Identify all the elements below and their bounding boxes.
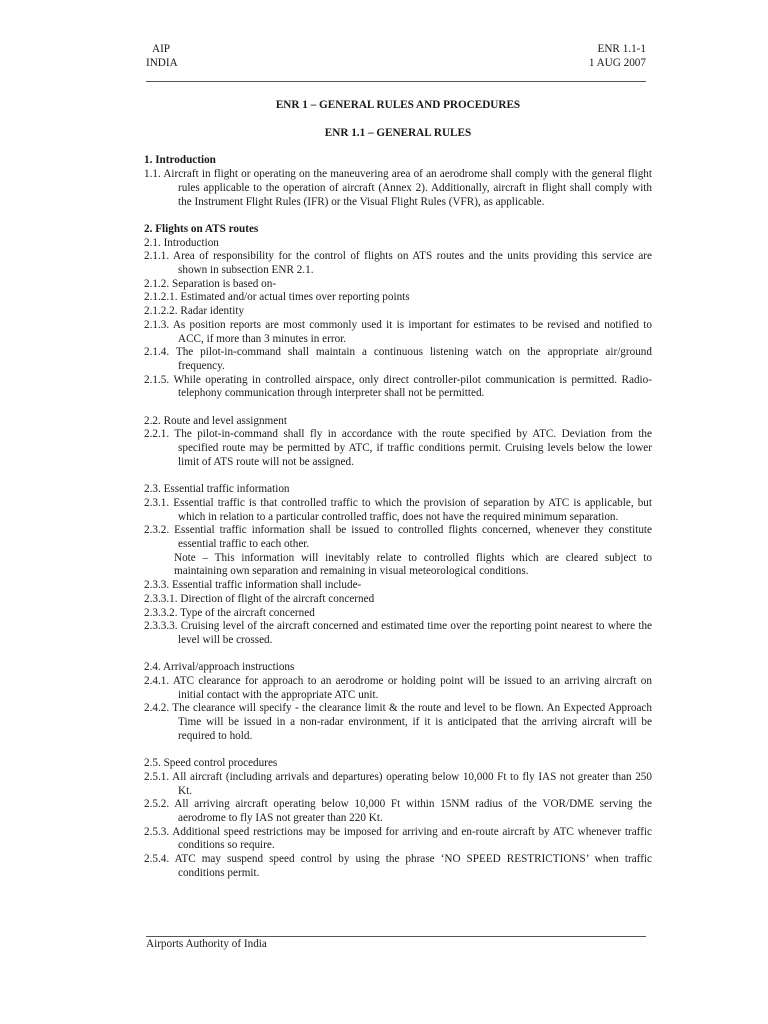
- paragraph-2-2: 2.2. Route and level assignment: [144, 414, 287, 427]
- header-right: [589, 43, 646, 70]
- paragraph-2-2-1: 2.2.1. The pilot-in-command shall fly in accordance with the route specified by ATC. Deviation from the specified route may be permitted by ATC, if traffic conditions permit. Cruising levels below the lower limit of ATS route will not be assigned.: [144, 428, 652, 468]
- paragraph-2-3-3-1: 2.3.3.1. Direction of flight of the aircraft concerned: [144, 592, 375, 605]
- paragraph-2-3-1: 2.3.1. Essential traffic is that controlled traffic to which the provision of separation by ATC is applicable, but which in relation to a particular controlled traffic, does not have the required minimum separation.: [144, 496, 652, 523]
- paragraph-2-1-1: 2.1.1. Area of responsibility for the control of flights on ATS routes and the units providing this service are shown in subsection ENR 2.1.: [144, 250, 652, 277]
- paragraph-2-1-5: 2.1.5. While operating in controlled airspace, only direct controller-pilot communication is permitted. Radio-telephony communication through interpreter shall not be permitted.: [144, 373, 652, 400]
- paragraph-2-1-3: 2.1.3. As position reports are most commonly used it is important for estimates to be revised and notified to ACC, if more than 3 minutes in error.: [144, 318, 652, 345]
- header-divider: [146, 81, 646, 82]
- heading-flights-ats-routes: 2. Flights on ATS routes: [144, 222, 259, 235]
- paragraph-2-3-3-3: 2.3.3.3. Cruising level of the aircraft concerned and estimated time over the reporting point nearest to where the level will be crossed.: [144, 620, 652, 646]
- header-country: INDIA: [146, 56, 178, 69]
- paragraph-2-5-2: 2.5.2. All arriving aircraft operating below 10,000 Ft within 15NM radius of the VOR/DME serving the aerodrome to fly IAS not greater than 220 Kt.: [144, 798, 652, 825]
- heading-introduction: 1. Introduction: [144, 154, 216, 167]
- header-left: [146, 43, 178, 70]
- paragraph-2-5-1: 2.5.1. All aircraft (including arrivals and departures) operating below 10,000 Ft to fly IAS not greater than 250 Kt.: [144, 770, 652, 797]
- paragraph-2-1-2-2: 2.1.2.2. Radar identity: [144, 305, 245, 318]
- paragraph-2-3-3: 2.3.3. Essential traffic information shall include-: [144, 579, 362, 592]
- note-essential-traffic: Note – This information will inevitably relate to controlled flights which are cleared subject to maintaining own separation and remaining in visual meteorological conditions.: [174, 551, 652, 578]
- paragraph-2-1: 2.1. Introduction: [144, 236, 219, 249]
- footer-publisher: Airports Authority of India: [146, 938, 267, 950]
- paragraph-2-4: 2.4. Arrival/approach instructions: [144, 661, 295, 674]
- paragraph-2-3-3-2: 2.3.3.2. Type of the aircraft concerned: [144, 606, 315, 619]
- paragraph-2-5: 2.5. Speed control procedures: [144, 757, 278, 770]
- chapter-title: ENR 1 – GENERAL RULES AND PROCEDURES: [275, 99, 521, 111]
- header-date: 1 AUG 2007: [588, 56, 646, 69]
- section-title: ENR 1.1 – GENERAL RULES: [324, 126, 472, 139]
- paragraph-2-3: 2.3. Essential traffic information: [144, 483, 290, 496]
- paragraph-1-1: 1.1. Aircraft in flight or operating on the maneuvering area of an aerodrome shall comply with the general flight rules applicable to the operation of aircraft (Annex 2). Additionally, aircraft in flight shall comply with the Instrument Flight Rules (IFR) or the Visual Flight Rules (VFR), as applicable.: [144, 168, 652, 208]
- paragraph-2-1-4: 2.1.4. The pilot-in-command shall maintain a continuous listening watch on the appropriate air/ground frequency.: [144, 346, 652, 372]
- paragraph-2-1-2-1: 2.1.2.1. Estimated and/or actual times over reporting points: [144, 291, 410, 304]
- header-page-number: ENR 1.1-1: [597, 43, 646, 55]
- paragraph-2-1-2: 2.1.2. Separation is based on-: [144, 277, 277, 290]
- document-body: [144, 99, 652, 881]
- footer-divider: [146, 936, 646, 937]
- paragraph-2-3-2: 2.3.2. Essential traffic information shall be issued to controlled flights concerned, whenever they constitute essential traffic to each other.: [144, 524, 652, 551]
- paragraph-2-4-2: 2.4.2. The clearance will specify - the clearance limit & the route and level to be flown. An Expected Approach Time will be issued in a non-radar environment, if it is anticipated that the arriving aircraft will be required to hold.: [144, 702, 652, 742]
- paragraph-2-5-3: 2.5.3. Additional speed restrictions may be imposed for arriving and en-route aircraft by ATC whenever traffic conditions so require.: [144, 825, 652, 852]
- header-aip: AIP: [152, 43, 171, 55]
- paragraph-2-4-1: 2.4.1. ATC clearance for approach to an aerodrome or holding point will be issued to an arriving aircraft on initial contact with the appropriate ATC unit.: [144, 675, 652, 701]
- paragraph-2-5-4: 2.5.4. ATC may suspend speed control by using the phrase ‘NO SPEED RESTRICTIONS’ when traffic conditions permit.: [144, 853, 652, 879]
